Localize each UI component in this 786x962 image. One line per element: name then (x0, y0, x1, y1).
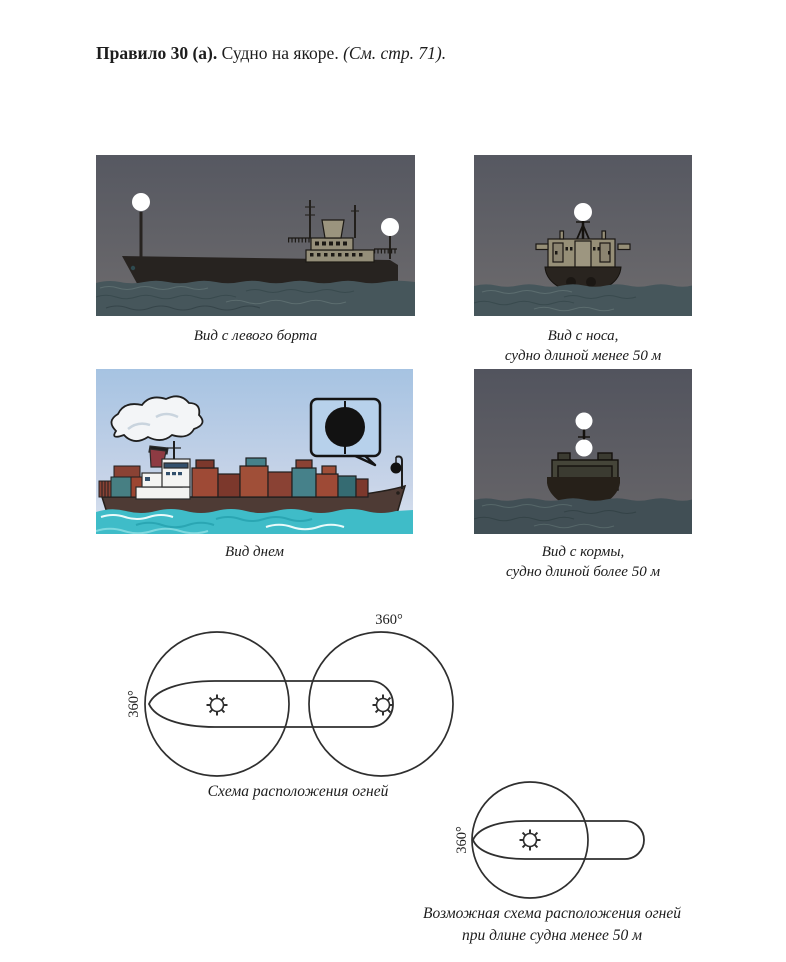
day-signal-ball-icon (325, 407, 365, 447)
degree-label-left: 360° (454, 826, 470, 854)
forward-light-symbol-icon (207, 695, 228, 716)
rule-number: Правило 30 (а). (96, 43, 218, 63)
panel-port-night-view (96, 155, 415, 316)
panel-bow-night-view (474, 155, 692, 316)
night-sea (474, 498, 692, 534)
light-arc-diagram-small (440, 778, 700, 903)
hoisted-ball-icon (391, 463, 402, 474)
anchor-light-forward-icon (132, 193, 150, 211)
caption-stern-night: Вид с кормы, судно длиной более 50 м (505, 544, 661, 580)
degree-label-left: 360° (126, 690, 142, 718)
rule-reference: (См. стр. 71). (343, 43, 447, 63)
caption-day: Вид днем (225, 544, 284, 560)
light-symbol-icon (520, 830, 541, 851)
panel-stern-night-view (474, 369, 692, 534)
caption-port-night: Вид с левого борта (193, 328, 318, 344)
page-title (96, 43, 446, 64)
anchor-light-aft-icon (381, 218, 399, 236)
degree-label-top: 360° (375, 612, 403, 628)
light-arc-diagram-main (100, 608, 480, 790)
ship-outline (473, 821, 644, 859)
bow-night-illustration (474, 155, 692, 316)
night-sea (96, 281, 415, 316)
night-sea (474, 284, 692, 316)
anchor-light-upper-icon (576, 413, 593, 430)
ship-outline (149, 681, 393, 727)
port-night-illustration (96, 155, 415, 316)
stern-night-illustration (474, 369, 692, 534)
anchor-light-lower-icon (576, 440, 593, 457)
aft-light-symbol-icon (373, 695, 394, 716)
anchor-light-icon (574, 203, 592, 221)
caption-bow-night: Вид с носа, судно длиной менее 50 м (504, 328, 662, 364)
signal-callout (311, 399, 380, 465)
panel-day-view (96, 369, 413, 534)
caption-diagram-main: Схема расположения огней (207, 783, 389, 800)
day-illustration (96, 369, 413, 534)
caption-diagram-small: Возможная схема расположения огней при длине судна менее 50 м (423, 905, 681, 944)
rule-subject: Судно на якоре. (221, 43, 339, 63)
